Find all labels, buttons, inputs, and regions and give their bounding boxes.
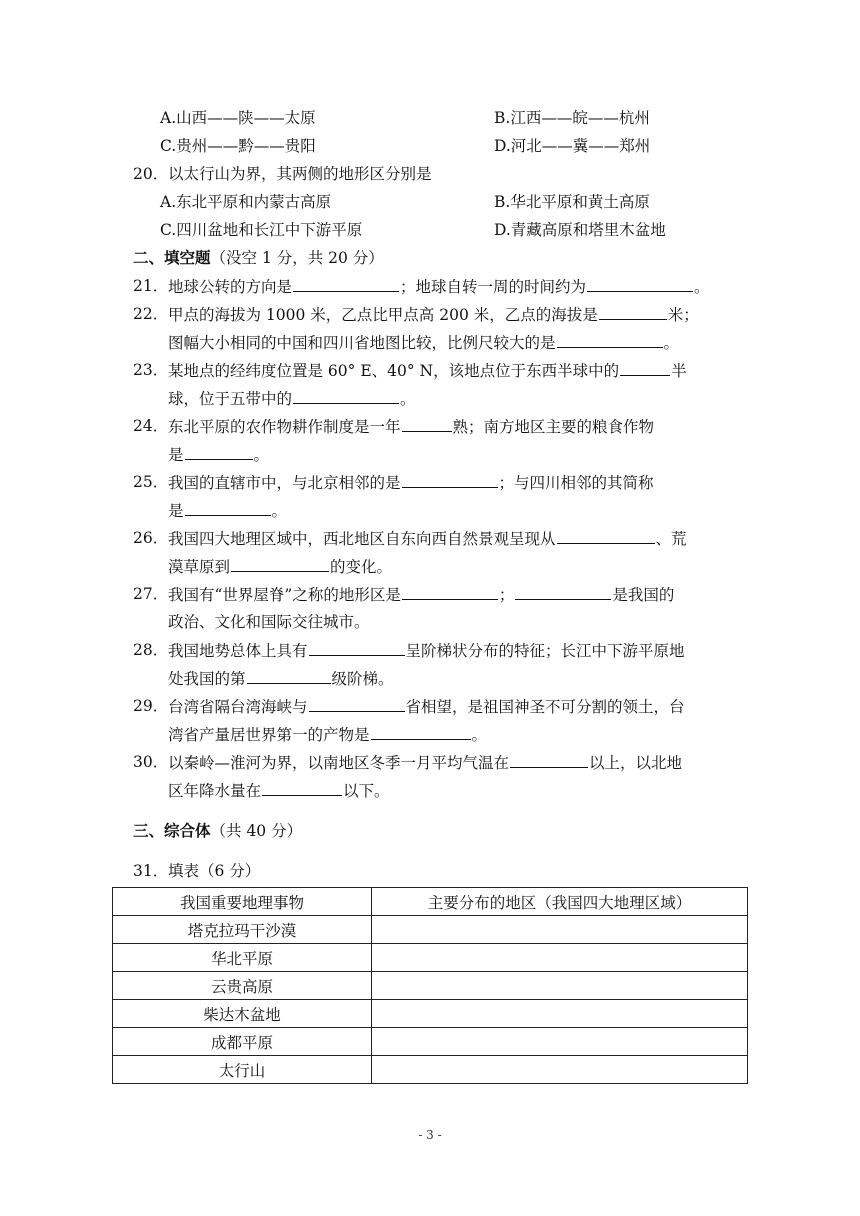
q19-option-d: D.河北——冀——郑州 — [494, 137, 651, 155]
q31 — [0, 858, 860, 884]
table-row — [113, 1000, 748, 1028]
table-cell-answer[interactable] — [372, 944, 748, 972]
q29-text-3: 湾省产量居世界第一的产物是 — [168, 726, 370, 744]
q25-text-1: 我国的直辖市中，与北京相邻的是 — [168, 474, 401, 492]
q19-option-a: A.山西——陕——太原 — [160, 109, 316, 127]
q28-blank-2[interactable] — [247, 665, 331, 684]
q19-option-c: C.贵州——黔——贵阳 — [160, 137, 316, 155]
section-2-heading — [0, 245, 860, 271]
q24-line-2 — [0, 441, 860, 467]
q29-text-4: 。 — [471, 726, 488, 744]
q25-blank-1[interactable] — [402, 469, 498, 488]
q27-number: 27． — [133, 585, 169, 603]
table-cell-feature: 太行山 — [113, 1056, 372, 1084]
q27-line-1 — [0, 581, 860, 607]
table-cell-answer[interactable] — [372, 1000, 748, 1028]
q24-number: 24． — [133, 417, 169, 435]
q22-number: 22． — [133, 305, 169, 323]
table-header-region: 主要分布的地区（我国四大地理区域） — [372, 888, 748, 916]
q21 — [0, 273, 860, 299]
q29-blank-2[interactable] — [371, 721, 471, 740]
q24-text-2: 熟；南方地区主要的粮食作物 — [452, 418, 655, 436]
q20-option-d: D.青藏高原和塔里木盆地 — [494, 221, 666, 239]
q26-blank-1[interactable] — [557, 525, 655, 544]
q29-line-2 — [0, 721, 860, 747]
q22-text-2: 米； — [667, 306, 699, 324]
q26-text-3: 漠草原到 — [168, 558, 231, 576]
q19-options-row-1 — [0, 105, 860, 131]
q25-text-3: 是 — [168, 502, 184, 520]
table-row — [113, 1028, 748, 1056]
table-row — [113, 1056, 748, 1084]
q24-text-1: 东北平原的农作物耕作制度是一年 — [168, 418, 401, 436]
q21-blank-2[interactable] — [587, 273, 693, 292]
q31-text: 填表（6 分） — [168, 862, 261, 880]
q30-text-2: 以上，以北地 — [589, 754, 683, 772]
q24-blank-1[interactable] — [402, 413, 452, 432]
q28-blank-1[interactable] — [309, 637, 405, 656]
q28-text-2: 呈阶梯状分布的特征；长江中下游平原地 — [405, 642, 685, 660]
q22-text-3: 图幅大小相同的中国和四川省地图比较，比例尺较大的是 — [168, 334, 556, 352]
q30-text-1: 以秦岭—淮河为界，以南地区冬季一月平均气温在 — [168, 754, 510, 772]
q26-line-2 — [0, 553, 860, 579]
q25-text-4: 。 — [271, 502, 288, 520]
section-2-title: 二、填空题 — [133, 248, 211, 267]
q23-text-4: 。 — [400, 390, 416, 408]
q25-blank-2[interactable] — [185, 497, 271, 516]
table-row — [113, 916, 748, 944]
table-row — [113, 972, 748, 1000]
q30-line-2 — [0, 777, 860, 803]
q20-stem — [0, 161, 860, 187]
table-cell-answer[interactable] — [372, 1056, 748, 1084]
table-header-row — [113, 888, 748, 916]
q27-blank-1[interactable] — [402, 581, 498, 600]
geography-table — [112, 887, 748, 1084]
q25-text-2: ；与四川相邻的其简称 — [498, 474, 654, 492]
q28-text-4: 级阶梯。 — [331, 670, 394, 688]
q29-text-2: 省相望，是祖国神圣不可分割的领土，台 — [405, 698, 685, 716]
q21-text-3: 。 — [694, 278, 710, 296]
q28-text-1: 我国地势总体上具有 — [168, 642, 308, 660]
table-cell-feature: 成都平原 — [113, 1028, 372, 1056]
q23-text-1: 某地点的经纬度位置是 60° E、40° N，该地点位于东西半球中的 — [168, 362, 620, 380]
q28-number: 28． — [133, 641, 169, 659]
q27-text-2: ； — [498, 586, 515, 604]
q27-text-1: 我国有“世界屋脊”之称的地形区是 — [168, 586, 401, 604]
q24-line-1 — [0, 413, 860, 439]
q21-text-2: ；地球自转一周的时间约为 — [400, 278, 587, 296]
q21-number: 21． — [133, 277, 169, 295]
q30-number: 30． — [133, 753, 169, 771]
q26-text-1: 我国四大地理区域中，西北地区自东向西自然景观呈现从 — [168, 530, 556, 548]
q29-number: 29． — [133, 697, 169, 715]
table-cell-feature: 华北平原 — [113, 944, 372, 972]
q25-line-2 — [0, 497, 860, 523]
table-cell-answer[interactable] — [372, 972, 748, 1000]
section-3-heading — [0, 818, 860, 844]
q29-text-1: 台湾省隔台湾海峡与 — [168, 698, 308, 716]
q26-blank-2[interactable] — [231, 553, 329, 572]
q31-number: 31． — [133, 862, 169, 880]
section-2-note: （没空 1 分，共 20 分） — [210, 249, 384, 267]
q30-blank-2[interactable] — [262, 777, 342, 796]
table-cell-answer[interactable] — [372, 916, 748, 944]
q21-text-1: 地球公转的方向是 — [168, 278, 293, 296]
q30-blank-1[interactable] — [510, 749, 588, 768]
q24-text-3: 是 — [168, 446, 184, 464]
page-number: - 3 - — [418, 1128, 442, 1142]
q29-line-1 — [0, 693, 860, 719]
table-cell-feature: 柴达木盆地 — [113, 1000, 372, 1028]
q28-text-3: 处我国的第 — [168, 670, 246, 688]
q23-blank-2[interactable] — [293, 385, 399, 404]
q23-line-1 — [0, 357, 860, 383]
q25-number: 25． — [133, 473, 169, 491]
q22-blank-2[interactable] — [557, 329, 663, 348]
q24-blank-2[interactable] — [185, 441, 253, 460]
q28-line-2 — [0, 665, 860, 691]
q23-number: 23． — [133, 361, 169, 379]
q19-option-b: B.江西——皖——杭州 — [494, 109, 650, 127]
table-header-feature: 我国重要地理事物 — [113, 888, 372, 916]
table-cell-feature: 云贵高原 — [113, 972, 372, 1000]
q23-blank-1[interactable] — [620, 357, 670, 376]
q20-option-c: C.四川盆地和长江中下游平原 — [160, 221, 363, 239]
q27-text-3: 是我国的 — [612, 586, 675, 604]
q30-text-3: 区年降水量在 — [168, 782, 262, 800]
q29-blank-1[interactable] — [309, 693, 405, 712]
q19-options-row-2 — [0, 133, 860, 159]
table-cell-feature: 塔克拉玛干沙漠 — [113, 916, 372, 944]
q20-options-row-1 — [0, 189, 860, 215]
q26-text-4: 的变化。 — [330, 558, 393, 576]
q24-text-4: 。 — [253, 446, 270, 464]
q22-text-4: 。 — [663, 334, 680, 352]
q22-line-1 — [0, 301, 860, 327]
q27-line-2 — [0, 609, 860, 635]
q20-option-a: A.东北平原和内蒙古高原 — [160, 193, 332, 211]
q30-line-1 — [0, 749, 860, 775]
section-3-title: 三、综合体 — [133, 821, 211, 840]
q26-number: 26． — [133, 529, 169, 547]
q20-text: 以太行山为界，其两侧的地形区分别是 — [168, 165, 432, 183]
q28-line-1 — [0, 637, 860, 663]
q20-option-b: B.华北平原和黄土高原 — [494, 193, 650, 211]
q21-blank-1[interactable] — [293, 273, 399, 292]
q23-line-2 — [0, 385, 860, 411]
q27-text-4: 政治、文化和国际交往城市。 — [168, 613, 370, 631]
q30-text-4: 以下。 — [343, 782, 390, 800]
q26-line-1 — [0, 525, 860, 551]
q27-blank-2[interactable] — [515, 581, 611, 600]
q25-line-1 — [0, 469, 860, 495]
q20-options-row-2 — [0, 217, 860, 243]
q22-text-1: 甲点的海拔为 1000 米，乙点比甲点高 200 米，乙点的海拔是 — [168, 306, 598, 324]
q20-number: 20． — [133, 165, 169, 183]
q26-text-2: 、荒 — [655, 530, 687, 548]
q22-blank-1[interactable] — [599, 301, 667, 320]
table-row — [113, 944, 748, 972]
q23-text-2: 半 — [671, 362, 687, 380]
table-cell-answer[interactable] — [372, 1028, 748, 1056]
q23-text-3: 球，位于五带中的 — [168, 390, 293, 408]
q22-line-2 — [0, 329, 860, 355]
section-3-note: （共 40 分） — [210, 822, 303, 840]
